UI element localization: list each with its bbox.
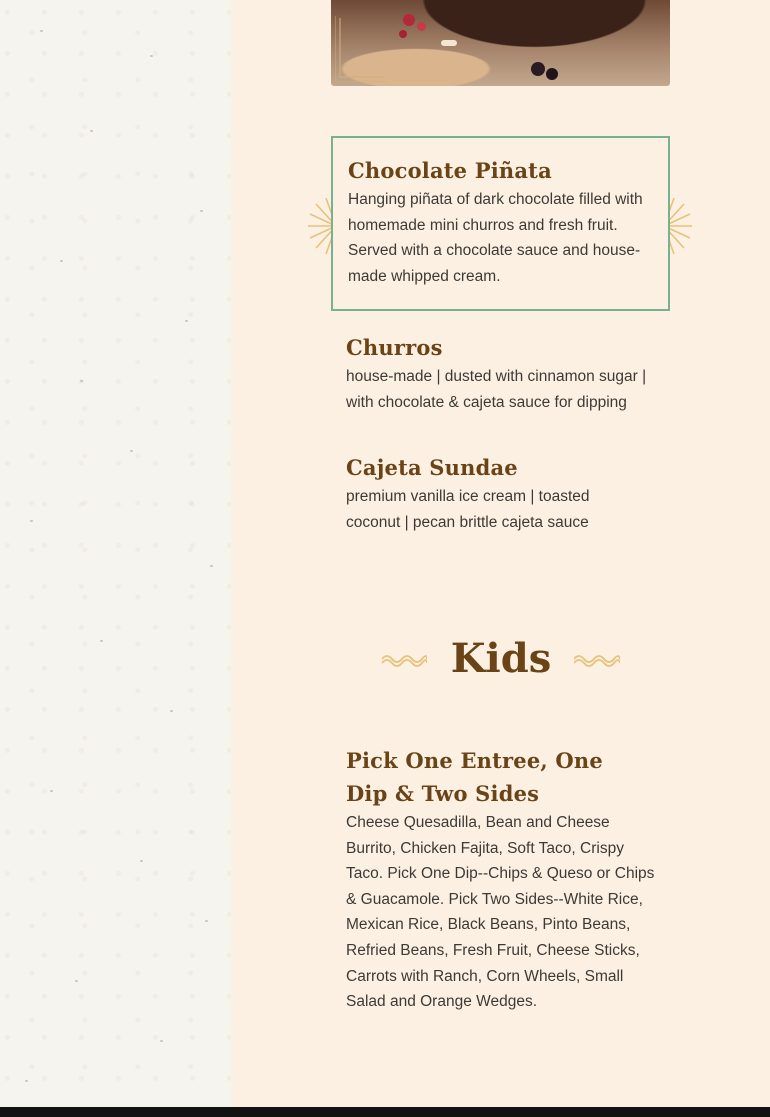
kids-item-description: Cheese Quesadilla, Bean and Cheese Burrito, Chicken Fajita, Soft Taco, Crispy Taco. Pick One Dip--Chips & Queso or Chips & Guacamole. Pick Two Sides--White Rice, Mexican Rice, Black Beans, Pinto Beans, Refried Beans, Fresh Fruit, Cheese Sticks, Carrots with Ranch, Corn Wheels, Small Salad and Orange Wedges. [346, 814, 655, 1011]
featured-dessert-title: Chocolate Piñata [348, 158, 552, 183]
dessert-title-cajeta-sundae: Cajeta Sundae [346, 455, 518, 480]
textured-side-panel [0, 0, 231, 1107]
section-heading-kids: Kids [450, 635, 552, 682]
dessert-title-churros: Churros [346, 335, 443, 360]
kids-item-title: Pick One Entree, One Dip & Two Sides [346, 748, 603, 806]
wave-right-icon [574, 650, 620, 668]
dessert-description-cajeta-sundae: premium vanilla ice cream | toasted coconut | pecan brittle cajeta sauce [346, 488, 590, 531]
featured-dessert-description: Hanging piñata of dark chocolate filled with homemade mini churros and fresh fruit. Served with a chocolate sauce and house-made whipped cream. [348, 191, 643, 285]
bottom-bar [0, 1107, 770, 1117]
dessert-description-churros: house-made | dusted with cinnamon sugar | with chocolate & cajeta sauce for dipping [346, 368, 647, 411]
chocolate-pinata-photo [331, 0, 670, 86]
wave-left-icon [381, 650, 427, 668]
